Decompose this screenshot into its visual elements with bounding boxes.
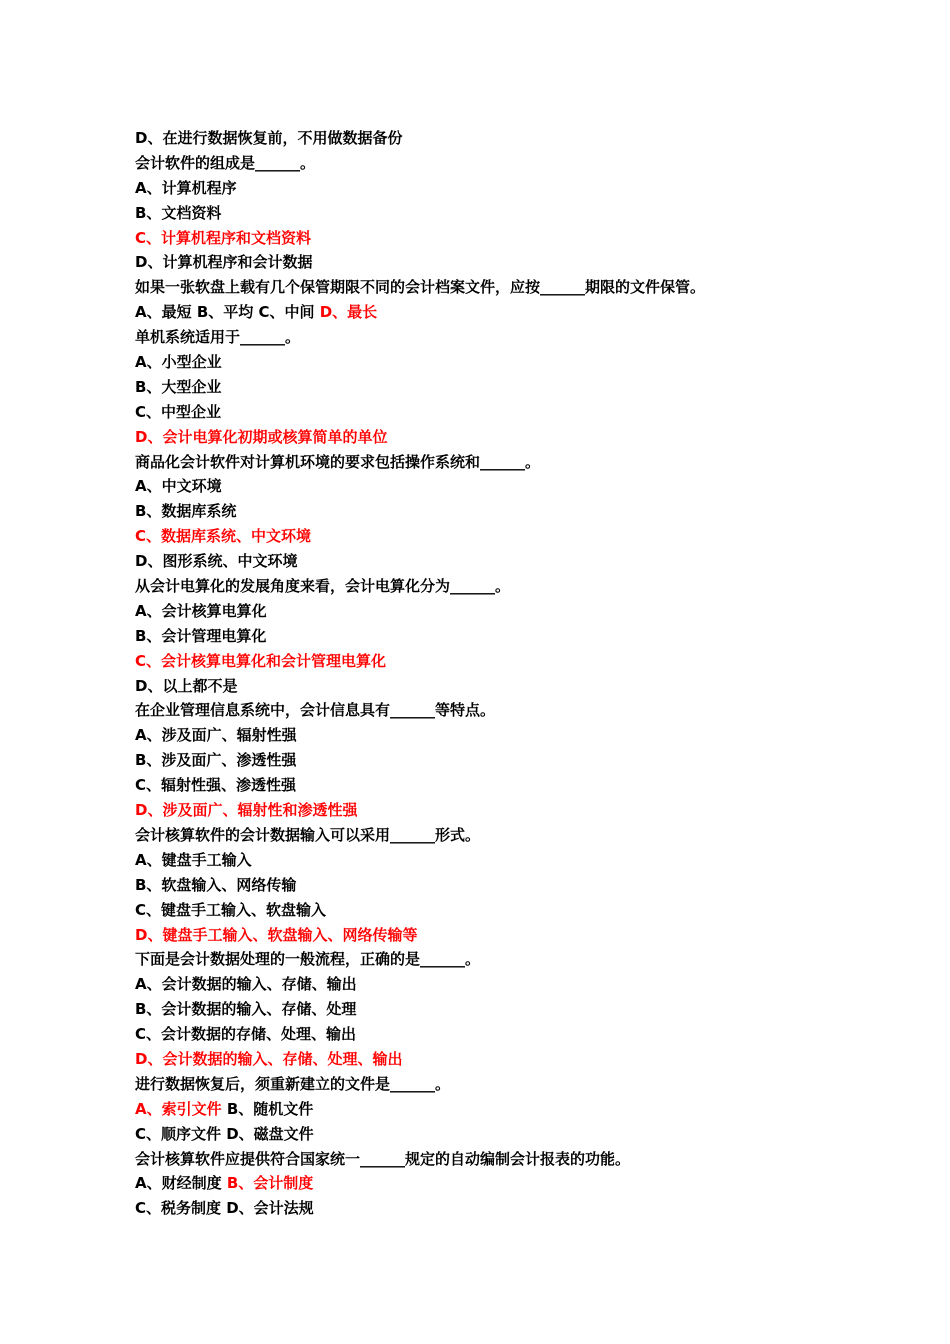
body-text: B、涉及面广、渗透性强	[135, 751, 297, 770]
body-text: D、图形系统、中文环境	[135, 552, 298, 571]
body-text: C、税务制度 D、会计法规	[135, 1199, 314, 1218]
text-line	[135, 1047, 835, 1072]
text-line	[135, 201, 835, 226]
body-text: A、财经制度	[135, 1174, 227, 1193]
text-line	[135, 649, 835, 674]
text-line	[135, 226, 835, 251]
text-line	[135, 1072, 835, 1097]
body-text: A、计算机程序	[135, 178, 237, 197]
text-line	[135, 499, 835, 524]
body-text: D、计算机程序和会计数据	[135, 253, 313, 272]
text-line	[135, 873, 835, 898]
body-text: 会计核算软件的会计数据输入可以采用______形式。	[135, 825, 481, 844]
body-text: 进行数据恢复后，须重新建立的文件是______。	[135, 1074, 451, 1093]
body-text: 在企业管理信息系统中，会计信息具有______等特点。	[135, 701, 496, 720]
answer-text: D、最长	[319, 303, 378, 322]
body-text: A、小型企业	[135, 353, 222, 372]
body-text: B、随机文件	[226, 1099, 314, 1118]
text-line	[135, 848, 835, 873]
text-line	[135, 425, 835, 450]
body-text: B、软盘输入、网络传输	[135, 875, 297, 894]
answer-text: D、会计电算化初期或核算简单的单位	[135, 427, 388, 446]
text-line	[135, 698, 835, 723]
body-text: A、键盘手工输入	[135, 850, 252, 869]
body-text: D、以上都不是	[135, 676, 238, 695]
text-line	[135, 624, 835, 649]
text-line	[135, 1147, 835, 1172]
text-line	[135, 1022, 835, 1047]
text-line	[135, 325, 835, 350]
body-text: 单机系统适用于______。	[135, 328, 301, 347]
body-text: C、键盘手工输入、软盘输入	[135, 900, 327, 919]
text-line	[135, 250, 835, 275]
text-line	[135, 549, 835, 574]
answer-text: C、计算机程序和文档资料	[135, 228, 312, 247]
body-text: A、会计核算电算化	[135, 601, 267, 620]
text-line	[135, 599, 835, 624]
body-text: B、文档资料	[135, 203, 222, 222]
body-text: 会计核算软件应提供符合国家统一______规定的自动编制会计报表的功能。	[135, 1149, 631, 1168]
text-line	[135, 923, 835, 948]
text-line	[135, 748, 835, 773]
body-text: A、会计数据的输入、存储、输出	[135, 975, 357, 994]
answer-text: D、涉及面广、辐射性和渗透性强	[135, 801, 358, 820]
body-text: A、中文环境	[135, 477, 222, 496]
text-line	[135, 947, 835, 972]
text-line	[135, 1097, 835, 1122]
answer-text: A、索引文件	[135, 1099, 227, 1118]
body-text: C、顺序文件 D、磁盘文件	[135, 1124, 314, 1143]
answer-text: C、会计核算电算化和会计管理电算化	[135, 651, 387, 670]
body-text: D、在进行数据恢复前，不用做数据备份	[135, 129, 403, 147]
body-text: B、会计管理电算化	[135, 626, 267, 645]
text-line	[135, 151, 835, 176]
body-text: C、中型企业	[135, 402, 222, 421]
text-line	[135, 997, 835, 1022]
answer-text: C、数据库系统、中文环境	[135, 527, 312, 546]
text-line	[135, 450, 835, 475]
body-text: C、辐射性强、渗透性强	[135, 776, 297, 795]
body-text: B、会计数据的输入、存储、处理	[135, 1000, 357, 1019]
body-text: B、大型企业	[135, 377, 222, 396]
text-line	[135, 400, 835, 425]
body-text: A、最短 B、平均 C、中间	[135, 303, 320, 322]
text-line	[135, 1196, 835, 1221]
body-text: 会计软件的组成是______。	[135, 153, 316, 172]
text-line	[135, 474, 835, 499]
text-line	[135, 773, 835, 798]
text-line	[135, 350, 835, 375]
text-line	[135, 126, 835, 151]
text-line	[135, 375, 835, 400]
text-line	[135, 574, 835, 599]
text-line	[135, 798, 835, 823]
answer-text: D、会计数据的输入、存储、处理、输出	[135, 1049, 403, 1068]
text-line	[135, 823, 835, 848]
text-line	[135, 1171, 835, 1196]
text-line	[135, 723, 835, 748]
body-text: 下面是会计数据处理的一般流程，正确的是______。	[135, 950, 481, 969]
body-text: B、数据库系统	[135, 502, 237, 521]
body-text: 如果一张软盘上载有几个保管期限不同的会计档案文件，应按______期限的文件保管。	[135, 278, 706, 297]
text-line	[135, 524, 835, 549]
text-line	[135, 275, 835, 300]
text-line	[135, 972, 835, 997]
answer-text: B、会计制度	[226, 1174, 314, 1193]
text-line	[135, 1122, 835, 1147]
text-line	[135, 176, 835, 201]
text-line	[135, 300, 835, 325]
body-text: 从会计电算化的发展角度来看，会计电算化分为______。	[135, 577, 511, 596]
body-text: 商品化会计软件对计算机环境的要求包括操作系统和______。	[135, 452, 541, 471]
text-line	[135, 898, 835, 923]
document-body	[135, 126, 835, 1221]
text-line	[135, 674, 835, 699]
body-text: A、涉及面广、辐射性强	[135, 726, 297, 745]
body-text: C、会计数据的存储、处理、输出	[135, 1025, 357, 1044]
answer-text: D、键盘手工输入、软盘输入、网络传输等	[135, 925, 418, 944]
